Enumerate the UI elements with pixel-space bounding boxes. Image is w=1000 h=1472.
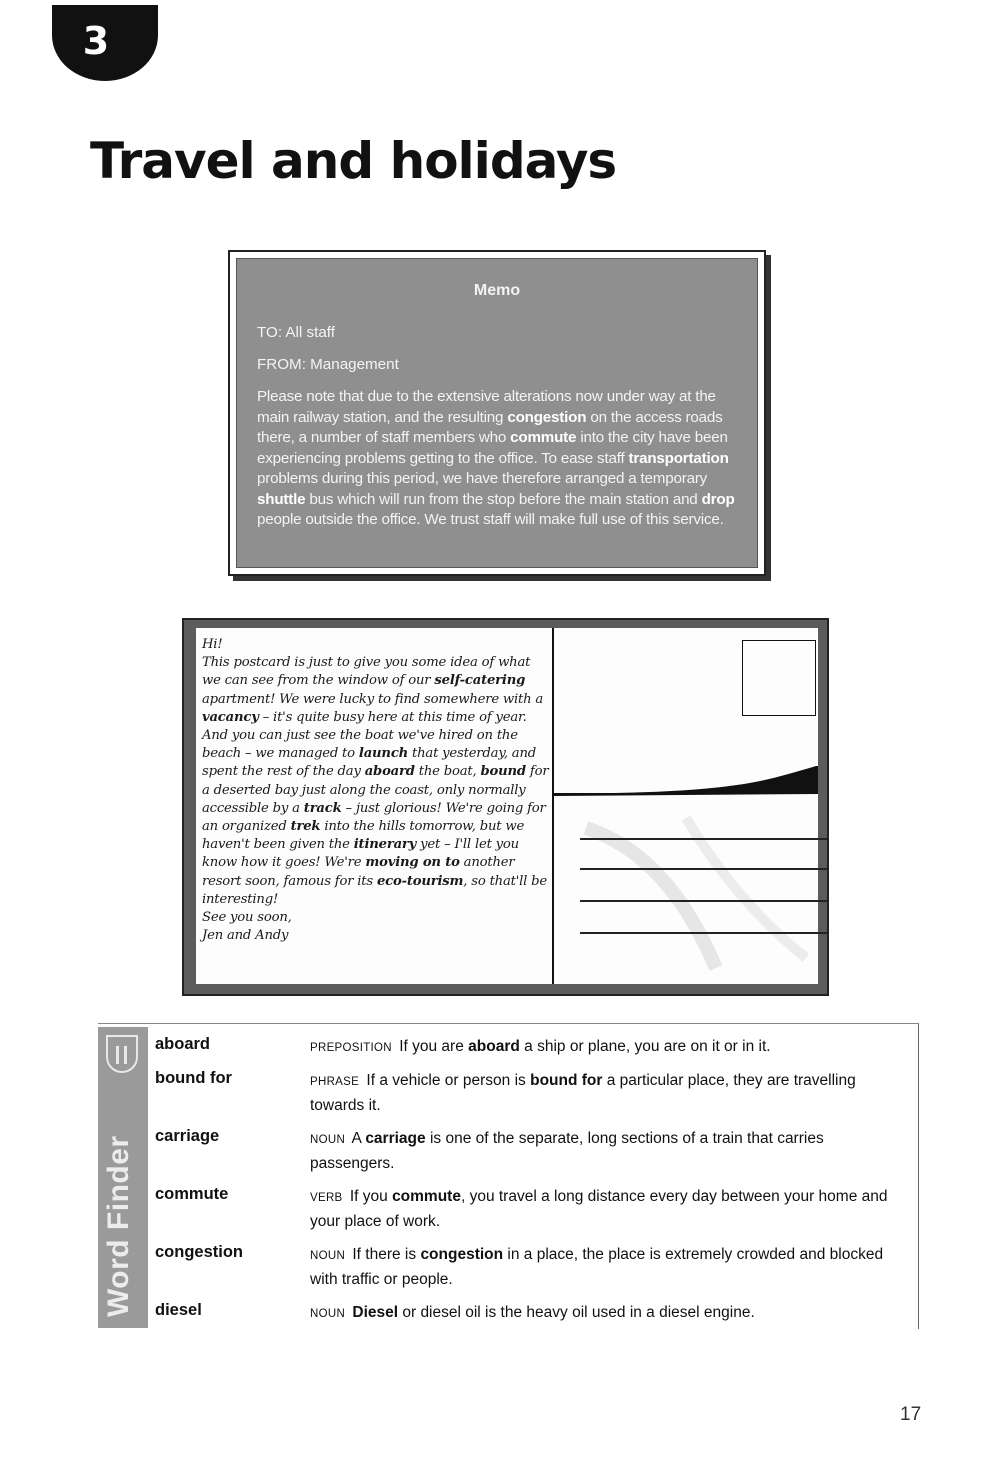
bold-term: self-catering — [434, 673, 526, 689]
definition-text — [310, 1072, 856, 1114]
memo-to: TO: All staff — [257, 324, 335, 341]
address-line-1 — [580, 838, 828, 840]
text-segment: This postcard is just to give you some idea of what we can see from the window of our — [202, 655, 531, 689]
definition — [310, 1243, 910, 1292]
memo-title: Memo — [473, 282, 521, 299]
memo-body — [257, 387, 739, 531]
bold-term: carriage — [365, 1130, 426, 1147]
postcard-face — [196, 628, 818, 984]
bold-term: track — [303, 800, 342, 816]
text-segment: a ship or plane, you are on it or in it. — [519, 1038, 771, 1055]
bold-term: commute — [392, 1188, 461, 1205]
text-segment: problems during this period, we have therefore arranged a temporary — [257, 470, 708, 487]
definition-text — [310, 1130, 824, 1172]
text-segment: If you — [349, 1188, 393, 1205]
text-segment: the boat, — [414, 764, 481, 780]
headword: aboard — [155, 1035, 211, 1053]
part-of-speech: NOUN — [310, 1250, 346, 1262]
stamp-box — [742, 640, 816, 716]
address-line-4 — [580, 932, 828, 934]
definition-text — [399, 1038, 770, 1055]
bold-term: congestion — [420, 1246, 504, 1263]
postcard — [182, 618, 829, 996]
part-of-speech: NOUN — [310, 1134, 346, 1146]
text-segment: people outside the office. We trust staff will make full use of this service. — [257, 511, 724, 528]
text-segment: A — [351, 1130, 366, 1147]
headword: congestion — [155, 1243, 244, 1261]
headword: carriage — [155, 1127, 220, 1145]
bold-term: shuttle — [257, 490, 306, 508]
memo-panel — [236, 258, 758, 568]
page-number: 17 — [900, 1404, 922, 1425]
text-segment: that yesterday, and spent the rest of the day — [202, 746, 536, 780]
definition-text — [352, 1304, 754, 1321]
bold-term: bound — [480, 764, 526, 780]
text-segment: into the hills tomorrow, but we haven't been given the — [202, 819, 525, 853]
text-segment: into the city have been experiencing problems getting to the office. To ease staff — [257, 429, 728, 467]
definition-text — [310, 1188, 887, 1230]
definition — [310, 1127, 910, 1176]
dictionary-icon — [106, 1035, 138, 1073]
definition — [310, 1185, 910, 1234]
bold-term: moving on to — [365, 855, 460, 871]
page-title: Travel and holidays — [90, 132, 617, 190]
bold-term: bound for — [530, 1072, 603, 1089]
text-segment: apartment! We were lucky to find somewhere with a — [202, 691, 544, 707]
bold-term: Diesel — [352, 1304, 399, 1321]
bold-term: vacancy — [202, 709, 259, 725]
postcard-signoff: See you soon, — [202, 910, 292, 926]
text-segment: on the access roads there, a number of staff members who — [257, 408, 723, 446]
part-of-speech: PREPOSITION — [310, 1042, 392, 1054]
address-line-3 — [580, 900, 828, 902]
text-segment: If a vehicle or person is — [366, 1072, 531, 1089]
postcard-message — [202, 636, 550, 945]
word-finder-sidebar — [98, 1027, 148, 1328]
text-segment: – it's quite busy here at this time of year. And you can just see the boat we've hired on the beach – we managed to — [202, 709, 527, 762]
watermark-decoration — [566, 808, 816, 978]
part-of-speech: PHRASE — [310, 1076, 360, 1088]
bold-term: launch — [358, 746, 409, 762]
text-segment: – just glorious! We're going for an organized — [202, 800, 546, 835]
bold-term: itinerary — [353, 837, 417, 853]
part-of-speech: VERB — [310, 1192, 343, 1204]
definition — [310, 1069, 910, 1118]
part-of-speech: NOUN — [310, 1308, 346, 1320]
headword: commute — [155, 1185, 229, 1203]
text-segment: for a deserted bay just along the coast, only normally accessible by a — [202, 764, 549, 816]
postcard-signature: Jen and Andy — [202, 928, 289, 944]
memo-from: FROM: Management — [257, 356, 399, 373]
bold-term: aboard — [468, 1038, 520, 1055]
text-segment: , you travel a long distance every day between your home and your place of work. — [310, 1188, 888, 1230]
headword: bound for — [155, 1069, 232, 1087]
memo-card — [228, 250, 766, 576]
unit-number-badge — [52, 5, 158, 81]
postcard-greeting: Hi! — [202, 637, 223, 652]
text-segment: bus which will run from the stop before the main station and — [305, 490, 702, 508]
postcard-body — [202, 654, 550, 909]
text-segment: If you are — [399, 1038, 469, 1055]
bold-term: drop — [701, 490, 735, 508]
bold-term: commute — [510, 429, 577, 446]
landscape-illustration — [554, 748, 818, 808]
bold-term: aboard — [364, 764, 415, 780]
text-segment: in a place, the place is extremely crowded and blocked with traffic or people. — [310, 1246, 884, 1288]
text-segment: yet – I'll let you know how it goes! We're — [202, 837, 519, 871]
text-segment: Please note that due to the extensive alterations now under way at the main railway station, and the resulting — [257, 388, 716, 426]
unit-number: 3 — [82, 19, 110, 63]
text-segment: a particular place, they are travelling towards it. — [310, 1072, 856, 1114]
text-segment: If there is — [352, 1246, 421, 1263]
bold-term: eco-tourism — [376, 873, 464, 889]
address-line-2 — [580, 868, 828, 870]
definition — [310, 1035, 910, 1060]
word-finder-label: Word Finder — [102, 1135, 135, 1317]
bold-term: trek — [290, 819, 321, 835]
text-segment: or diesel oil is the heavy oil used in a diesel engine. — [398, 1304, 755, 1321]
text-segment: is one of the separate, long sections of a train that carries passengers. — [310, 1130, 824, 1172]
bold-term: congestion — [507, 408, 587, 426]
definition — [310, 1301, 910, 1326]
headword: diesel — [155, 1301, 202, 1319]
text-segment: another resort soon, famous for its — [202, 855, 515, 889]
definition-text — [310, 1246, 883, 1288]
bold-term: transportation — [628, 449, 729, 467]
text-segment: , so that'll be interesting! — [202, 873, 548, 907]
